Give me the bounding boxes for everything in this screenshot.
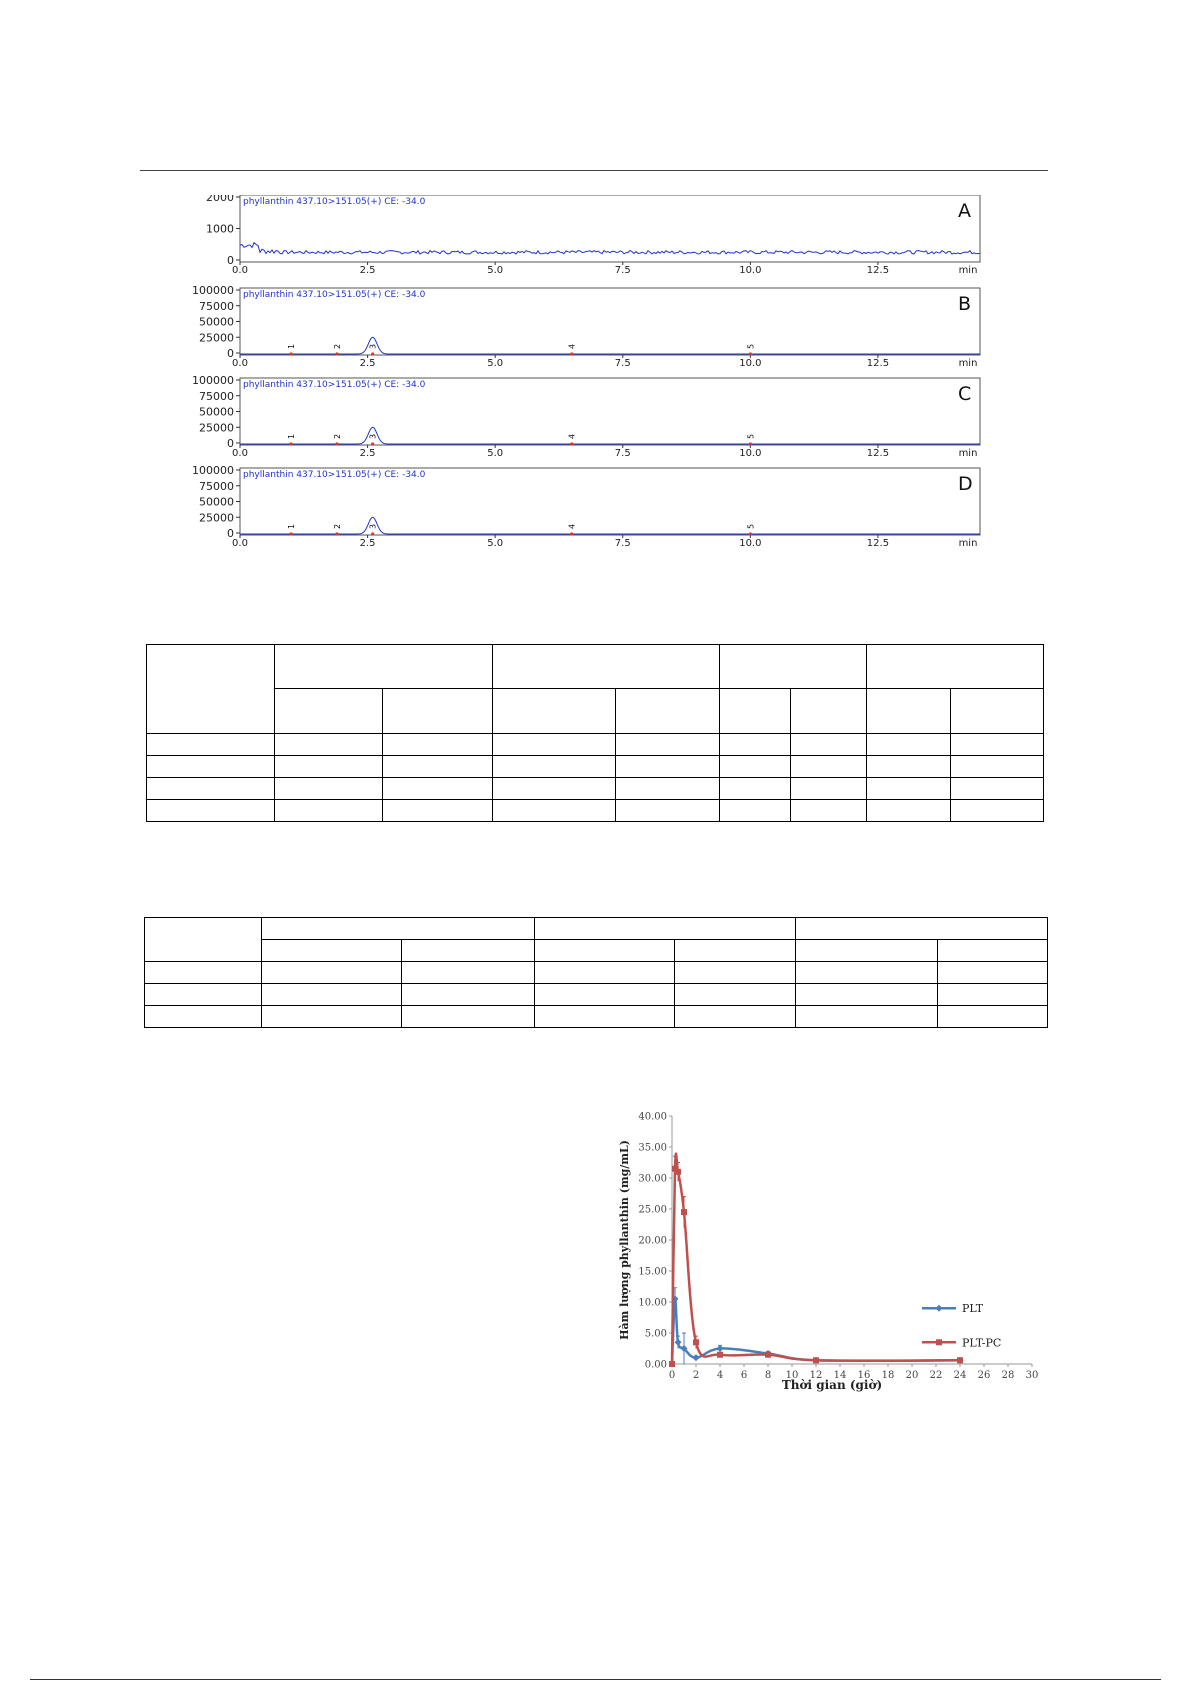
table-cell: [147, 645, 275, 734]
trace-label: phyllanthin 437.10>151.05(+) CE: -34.0: [243, 197, 426, 207]
x-tick-label: 18: [881, 1370, 895, 1381]
peak-marker: [570, 532, 573, 535]
y-tick-label: 5.00: [644, 1328, 667, 1340]
peak-marker: [289, 532, 292, 535]
y-axis-label: Hàm lượng phyllanthin (mg/mL): [618, 1140, 631, 1340]
panel-letter: C: [958, 383, 972, 405]
legend-marker: [936, 1305, 943, 1312]
chromatogram-panel-a: [206, 195, 980, 276]
y-tick-label: 25000: [199, 511, 234, 525]
table-cell: [719, 689, 790, 734]
y-tick-label: 50000: [199, 315, 234, 329]
trace-label: phyllanthin 437.10>151.05(+) CE: -34.0: [243, 470, 426, 480]
x-tick-label: 10.0: [739, 538, 762, 549]
x-tick-label: 12.5: [866, 538, 890, 549]
x-unit-label: min: [958, 448, 978, 459]
x-tick-label: 5.0: [487, 358, 504, 369]
x-tick-label: 30: [1025, 1370, 1039, 1381]
x-tick-label: 20: [905, 1370, 919, 1381]
peak-label: 5: [746, 433, 756, 439]
chromatogram-panel-b: [192, 284, 980, 369]
x-tick-label: 4: [716, 1370, 724, 1381]
x-tick-label: 2: [692, 1370, 700, 1381]
table-cell: [795, 918, 1047, 940]
table-cell: [866, 689, 950, 734]
y-tick-label: 30.00: [638, 1173, 667, 1185]
legend-marker: [936, 1339, 942, 1345]
x-tick-label: 16: [857, 1370, 871, 1381]
table-cell: [383, 689, 493, 734]
y-tick-label: 35.00: [638, 1142, 667, 1154]
peak-label: 2: [332, 433, 342, 439]
table-cell: [719, 645, 866, 689]
panel-letter: B: [958, 293, 972, 315]
header-rule: [140, 170, 1048, 171]
table-row: [147, 756, 1044, 778]
x-tick-label: 12: [809, 1370, 823, 1381]
panel-letter: D: [958, 473, 973, 495]
panel-letter: A: [958, 200, 971, 222]
table-cell: [274, 645, 493, 689]
x-tick-label: 26: [977, 1370, 991, 1381]
x-tick-label: 7.5: [614, 448, 631, 459]
table-cell: [615, 689, 719, 734]
concentration-time-svg: [612, 1106, 1044, 1408]
y-tick-label: 0: [227, 347, 234, 360]
peak-marker: [335, 532, 338, 535]
x-tick-label: 0.0: [232, 358, 248, 369]
data-point: [669, 1361, 675, 1367]
y-tick-label: 0.00: [644, 1359, 667, 1371]
y-tick-label: 0: [227, 254, 234, 267]
x-tick-label: 5.0: [487, 448, 504, 459]
table-cell: [493, 689, 616, 734]
table-cell: [262, 918, 535, 940]
peak-marker: [335, 442, 338, 445]
table-row: [147, 800, 1044, 822]
legend-item-plt: [922, 1302, 984, 1315]
chromatogram-figure: [160, 195, 990, 560]
table-row: [147, 645, 1044, 689]
x-unit-label: min: [958, 358, 978, 369]
x-tick-label: 12.5: [866, 448, 890, 459]
x-tick-label: 2.5: [359, 358, 376, 369]
x-tick-label: 7.5: [614, 538, 631, 549]
y-tick-label: 0: [227, 437, 234, 450]
chromatogram-panel-d: [192, 464, 980, 549]
y-tick-label: 100000: [192, 374, 234, 387]
y-tick-label: 1000: [206, 222, 234, 236]
table-row: [145, 984, 1048, 1006]
x-tick-label: 12.5: [866, 358, 890, 369]
table-2: [144, 917, 1048, 1028]
data-point: [765, 1352, 771, 1358]
table-cell: [790, 689, 866, 734]
x-tick-label: 0.0: [232, 538, 248, 549]
x-tick-label: 7.5: [614, 358, 631, 369]
y-tick-label: 25.00: [638, 1204, 667, 1216]
peak-label: 3: [368, 523, 378, 529]
data-point: [681, 1209, 687, 1215]
peak-label: 4: [567, 343, 577, 349]
table-row: [145, 918, 1048, 940]
y-tick-label: 100000: [192, 464, 234, 477]
peak-label: 5: [746, 523, 756, 529]
trace-label: phyllanthin 437.10>151.05(+) CE: -34.0: [243, 290, 426, 300]
x-tick-label: 24: [953, 1370, 967, 1381]
y-tick-label: 100000: [192, 284, 234, 297]
trace-label: phyllanthin 437.10>151.05(+) CE: -34.0: [243, 380, 426, 390]
x-tick-label: 22: [929, 1370, 943, 1381]
table-cell: [950, 689, 1043, 734]
peak-marker: [371, 532, 374, 535]
table-row: [147, 689, 1044, 734]
x-tick-label: 10.0: [739, 265, 762, 276]
data-point: [675, 1169, 681, 1175]
y-tick-label: 25000: [199, 331, 234, 345]
x-tick-label: 5.0: [487, 538, 504, 549]
x-tick-label: 5.0: [487, 265, 504, 276]
peak-label: 1: [287, 343, 297, 349]
x-tick-label: 10: [785, 1370, 799, 1381]
peak-label: 4: [567, 523, 577, 529]
x-tick-label: 0.0: [232, 448, 248, 459]
peak-marker: [371, 442, 374, 445]
peak-label: 3: [368, 433, 378, 439]
x-axis-label: Thời gian (giờ): [781, 1378, 883, 1392]
y-tick-label: 50000: [199, 405, 234, 419]
y-tick-label: 0: [227, 527, 234, 540]
peak-label: 4: [567, 433, 577, 439]
peak-label: 5: [746, 343, 756, 349]
peak-label: 2: [332, 343, 342, 349]
x-tick-label: 0: [668, 1370, 676, 1381]
peak-marker: [371, 352, 374, 355]
x-tick-label: 6: [740, 1370, 748, 1381]
y-tick-label: 2000: [206, 195, 234, 204]
y-tick-label: 75000: [199, 299, 234, 313]
x-tick-label: 12.5: [866, 265, 890, 276]
table-row: [147, 778, 1044, 800]
x-tick-label: 2.5: [359, 538, 376, 549]
peak-marker: [335, 352, 338, 355]
table-row: [145, 1006, 1048, 1028]
data-point: [693, 1339, 699, 1345]
table-cell: [866, 645, 1043, 689]
y-tick-label: 40.00: [638, 1111, 667, 1123]
y-tick-label: 50000: [199, 495, 234, 509]
peak-label: 2: [332, 523, 342, 529]
x-tick-label: 10.0: [739, 358, 762, 369]
series-plt-pc: [669, 1154, 963, 1367]
x-unit-label: min: [958, 538, 978, 549]
x-tick-label: 28: [1001, 1370, 1015, 1381]
x-tick-label: 7.5: [614, 265, 631, 276]
peak-marker: [570, 442, 573, 445]
concentration-time-chart: [612, 1106, 1044, 1408]
peak-label: 3: [368, 343, 378, 349]
table-cell: [274, 689, 383, 734]
y-tick-label: 20.00: [638, 1235, 667, 1247]
table-cell: [145, 918, 262, 962]
x-tick-label: 0.0: [232, 265, 248, 276]
y-tick-label: 25000: [199, 421, 234, 435]
peak-marker: [289, 352, 292, 355]
peak-label: 1: [287, 523, 297, 529]
peak-marker: [289, 442, 292, 445]
data-point: [717, 1345, 724, 1352]
data-point: [675, 1339, 682, 1346]
table-row: [145, 962, 1048, 984]
table-row: [147, 734, 1044, 756]
table-cell: [493, 645, 719, 689]
chromatogram-panel-c: [192, 374, 980, 459]
table-cell: [535, 918, 795, 940]
series-line: [672, 1154, 960, 1364]
data-point: [813, 1357, 819, 1363]
peak-marker: [570, 352, 573, 355]
chromatogram-svg: [160, 195, 990, 560]
legend-label: PLT-PC: [962, 1336, 1002, 1350]
peak-label: 1: [287, 433, 297, 439]
y-tick-label: 10.00: [638, 1297, 667, 1309]
y-tick-label: 75000: [199, 479, 234, 493]
x-tick-label: 10.0: [739, 448, 762, 459]
x-tick-label: 14: [833, 1370, 847, 1381]
x-unit-label: min: [958, 265, 978, 276]
x-tick-label: 2.5: [359, 265, 376, 276]
y-tick-label: 75000: [199, 389, 234, 403]
data-point: [957, 1357, 963, 1363]
legend-item-plt-pc: [922, 1336, 1001, 1349]
data-point: [693, 1354, 700, 1361]
x-tick-label: 8: [764, 1370, 772, 1381]
x-tick-label: 2.5: [359, 448, 376, 459]
data-point: [717, 1352, 723, 1358]
footer-rule: [30, 1679, 1161, 1680]
y-tick-label: 15.00: [638, 1266, 667, 1278]
legend-label: PLT: [962, 1302, 984, 1316]
table-1: [146, 644, 1044, 822]
table-row: [145, 940, 1048, 962]
